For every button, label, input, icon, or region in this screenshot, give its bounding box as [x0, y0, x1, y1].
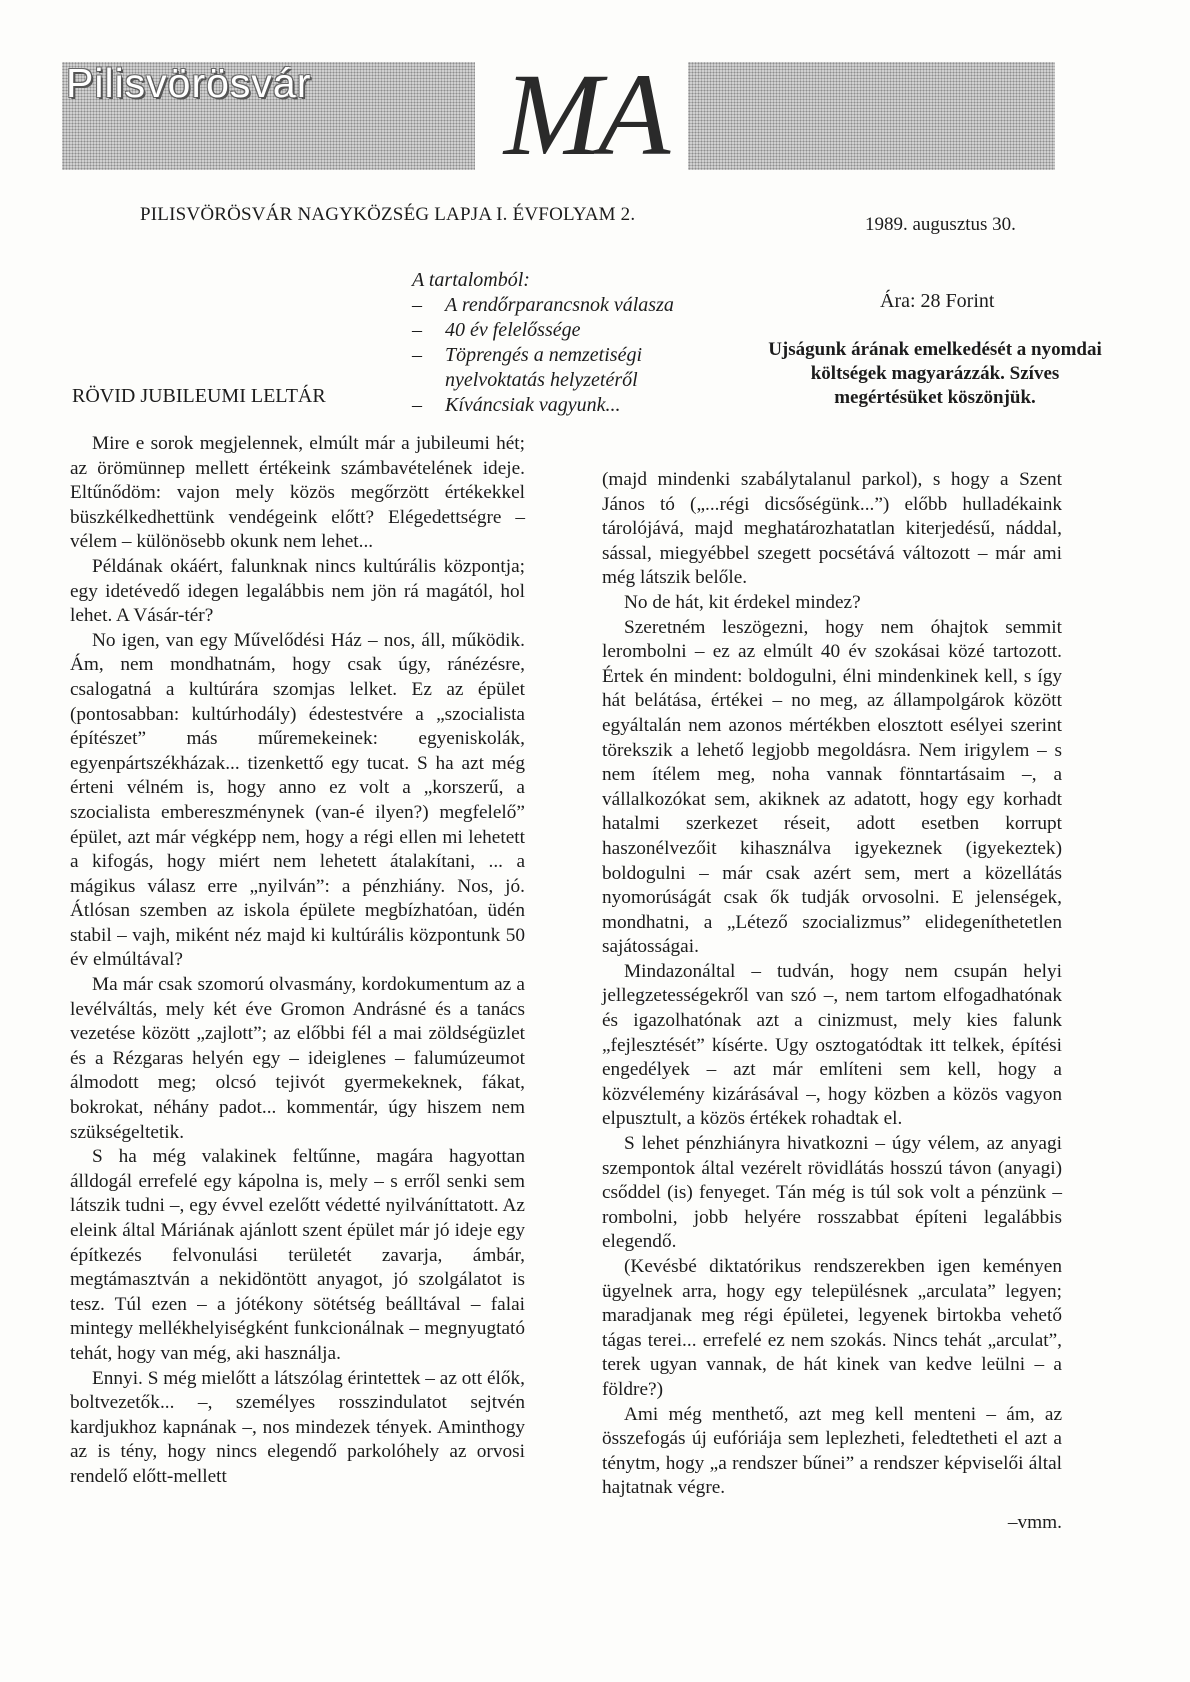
price-notice: Ujságunk árának emelkedését a nyomdai költségek magyarázzák. Szíves megértésüket köszönjük. — [768, 339, 1102, 408]
article-column-1 — [70, 432, 525, 1490]
paragraph: Ennyi. S még mielőtt a látszólag érintettek – az ott élők, boltvezetők... –, személyes rosszindulatot sejtvén kardjukhoz kapnának –, nos mindezek tények. Aminthogy az is tény, hogy nincs elegendő parkolóhely az orvosi rendelő előtt-mellett — [70, 1367, 525, 1487]
paragraph: (Kevésbé diktatórikus rendszerekben igen keményen ügyelnek arra, hogy egy településnek „arculata” legyen; maradjanak meg régi épületei, legyenek birtokba vehető tágas terei... errefelé ez nem szokás. Nincs tehát „arculat”, terek ugyan vannak, de hát kinek van kedve leülni – a földre?) — [602, 1256, 1062, 1400]
issue-date: 1989. augusztus 30. — [865, 214, 1016, 235]
paragraph: Ma már csak szomorú olvasmány, kordokumentum az a levélváltás, mely két éve Gromon Andrásné és a tanács vezetése között „zajlott”; az előbbi fél a mai zöldségüzlet és a Rézgaras helyén egy – ideiglenes – falumúzeumot álmodott meg; olcsó tejivót gyermekeknek, fákat, bokrokat, néhány padot... kommentár, úgy hiszem nem szükségeltetik. — [70, 974, 525, 1143]
paragraph: (majd mindenki szabálytalanul parkol), s hogy a Szent János tó („...régi dicsőségünk...”) előbb hulladékaink tárolójává, majd meghatározhatatlan kiterjedésű, náddal, sással, miegyébbel szegett pocsétává változott – már ami még látszik belőle. — [602, 469, 1062, 589]
toc-item: – 40 év felelőssége — [412, 318, 742, 343]
masthead-band-right — [688, 62, 1055, 170]
paragraph: Példának okáért, falunknak nincs kultúrális központja; egy idetévedő idegen legalábbis nem jön rá magától, hol lehet. A Vásár-tér? — [70, 555, 525, 627]
paragraph: Ami még menthető, azt meg kell menteni – ám, az összefogás új eufóriája sem leplezheti, feledtetheti el azt a ténytm, hogy „a rendszer bűnei” a rendszer képviselői által hajtatnak végre. — [602, 1403, 1062, 1499]
paragraph: No igen, van egy Művelődési Ház – nos, áll, működik. Ám, nem mondhatnám, hogy csak úgy, ránézésre, csalogatná a kultúrára szomjas lelket. Ez az épület (pontosabban: kultúrhodály) édestestvére a „szocialista építészet” más műremekeinek: egyeniskolák, egyenpártszékházak... tizenkettő egy tucat. S ha azt még érteni vélném is, hogy anno ez volt a „korszerű, a szocialista embereszménynek (van-é ilyen?) megfelelő” épület, azt már végképp nem, hogy a régi ellen mi lehetett a kifogás, hogy miért nem lehetett átalakítani, ... a mágikus válasz erre „nyilván”: a pénzhiány. Nos, jó. Átlósan szemben az iskola épülete megbízhatóan, üdén stabil – vajh, miként néz majd ki kultúrális központunk 50 év elmúltával? — [70, 629, 525, 971]
paragraph: No de hát, kit érdekel mindez? — [624, 591, 861, 613]
article-title: RÖVID JUBILEUMI LELTÁR — [72, 385, 326, 407]
table-of-contents — [412, 268, 742, 418]
price: Ára: 28 Forint — [880, 290, 995, 312]
toc-item: – Töprengés a nemzetiségi nyelvoktatás helyzetéről — [412, 343, 742, 393]
masthead-name: Pilisvörösvár — [66, 60, 312, 106]
toc-heading: A tartalomból: — [412, 269, 530, 291]
article-column-2 — [602, 468, 1062, 1536]
signature: –vmm. — [1007, 1511, 1062, 1533]
toc-item: – Kíváncsiak vagyunk... — [412, 393, 742, 418]
paragraph: S lehet pénzhiányra hivatkozni – úgy vélem, az anyagi szempontok által vezérelt rövidlátás hosszú távon (anyagi) csőddel (is) fenyeget. Tán még is túl sok volt a pénzünk – rombolni, jobb helyére rosszabbat építeni legalábbis elegendő. — [602, 1133, 1062, 1253]
paragraph: S ha még valakinek feltűnne, magára hagyottan álldogál errefelé egy kápolna is, mely – s erről senki sem látszik tudni –, egy évvel ezelőtt védetté nyilváníttatott. Az eleink által Máriának ajánlott szent épület már jó ideje egy építkezés felvonulási területét zavarja, ámbár, megtámasztván a nekidöntött anyagot, jó szolgálatot is tesz. Túl ezen – a jótékony sötétség beálltával – falai mintegy mellékhelyiségként funkcionálnak – megnyugtató tehát, hogy van még, aki használja. — [70, 1146, 525, 1364]
paragraph: Mindazonáltal – tudván, hogy nem csupán helyi jellegzetességekről van szó –, nem tartom elfogadhatónak és igazolhatónak azt a cinizmust, mely kies falunk „fejlesztését” kísérte. Ugy osztogatódtak itt telkek, építési engedélyek – azt már említeni sem kell, hogy a közvélemény kizárásával –, hogy közben a közös vagyon elpusztult, a közös értékek rohadtak el. — [602, 960, 1062, 1130]
paragraph: Mire e sorok megjelennek, elmúlt már a jubileumi hét; az örömünnep mellett értékeink számbavételének ideje. Eltűnődöm: vajon mely közös megőrzött értékekkel büszkélkedhettünk vendégeink előtt? Elégedettségre – vélem – különösebb okunk nem lehet... — [70, 433, 525, 553]
paragraph: Szeretném leszögezni, hogy nem óhajtok semmit lerombolni – ez az elmúlt 40 év szokásai közé tartozott. Értek én mindent: boldogulni, élni mindenkinek kell, s így hát belátása, értékei – no meg, az állampolgárok között egyáltalán nem azonos mértékben elosztott esélyei szerint törekszik a lehető legjobb megoldásra. Nem irigylem – s nem ítélem meg, noha vannak fönntartásaim –, a vállalkozókat sem, akiknek az adatott, hogy egy korhadt hatalmi szerkezet réseit, adott esetben korrupt haszonélvezőit kihasználva igyekeznek (igyekeztek) boldogulni – már csak azért sem, mert a közellátás nyomorúságát csak ők tudják orvosolni. E jelenségek, mondhatni, a „Létező szocializmus” elidegeníthetetlen sajátosságai. — [602, 616, 1062, 958]
publication-subtitle: PILISVÖRÖSVÁR NAGYKÖZSÉG LAPJA I. ÉVFOLYAM 2. — [140, 204, 636, 225]
toc-item: – A rendőrparancsnok válasza — [412, 293, 742, 318]
masthead-logo: MA — [503, 49, 667, 180]
